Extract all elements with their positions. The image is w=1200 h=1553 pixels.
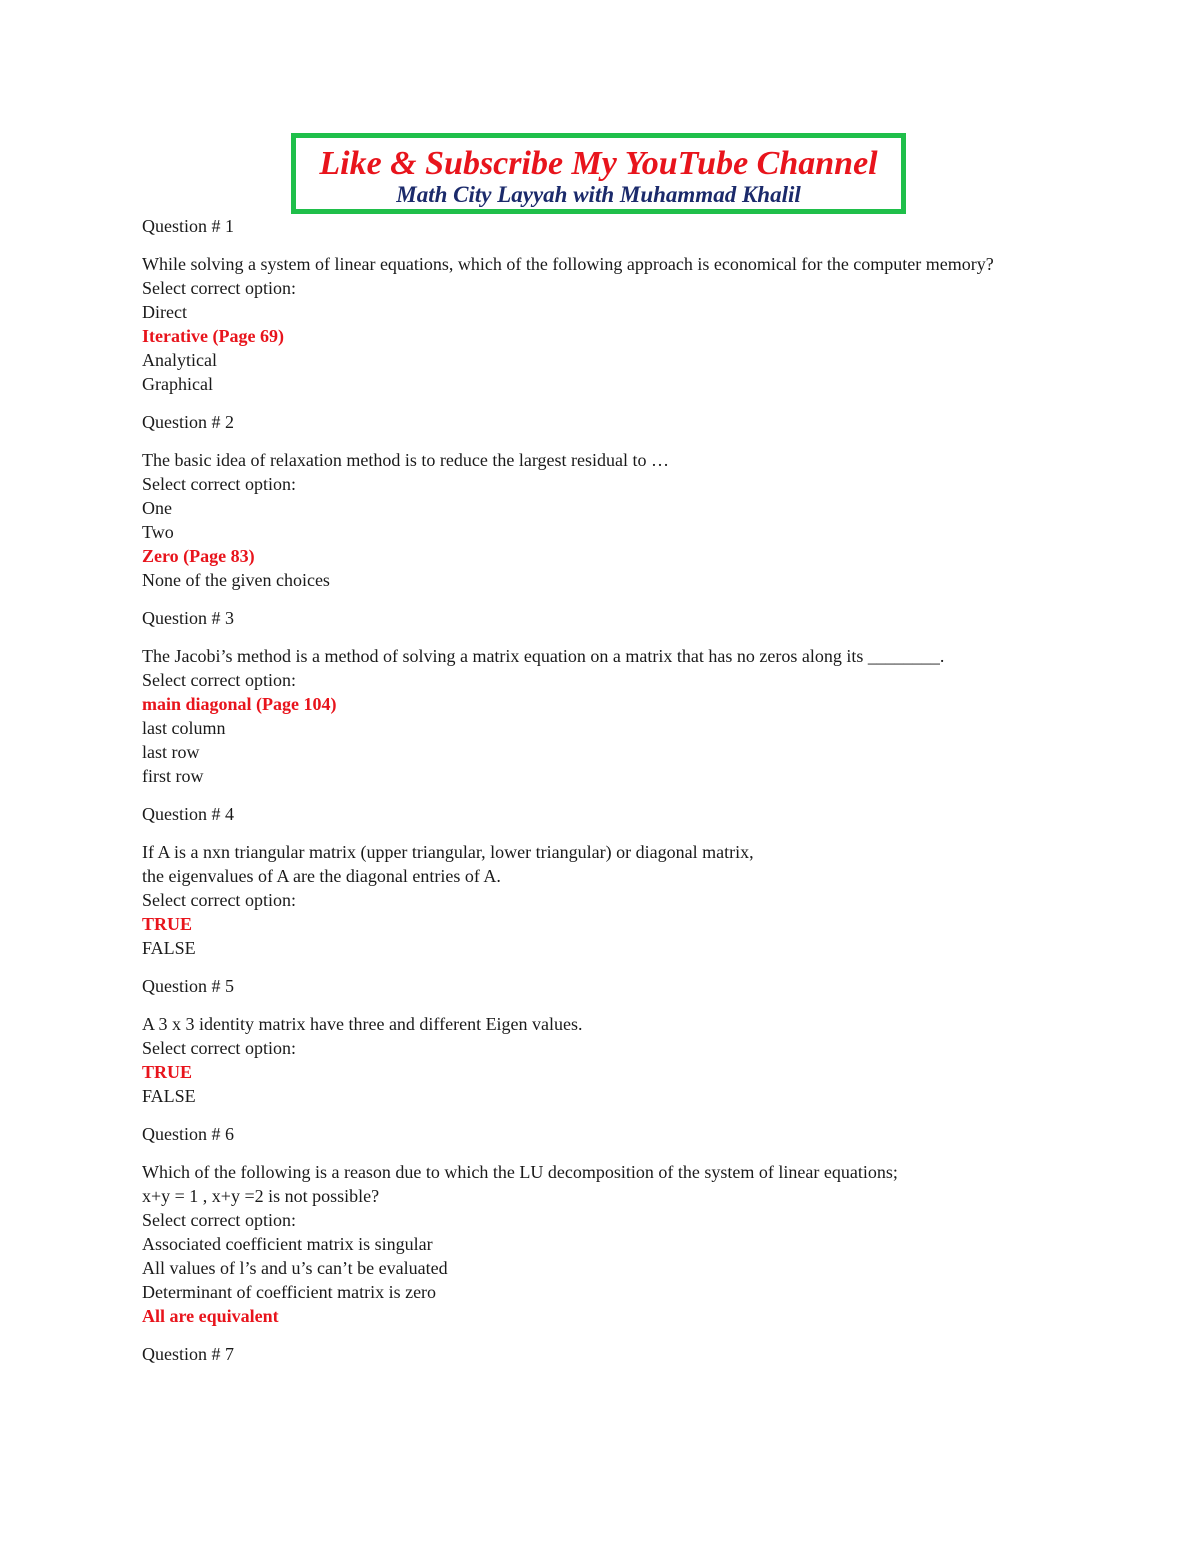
- question-7: [142, 1342, 1062, 1366]
- option: FALSE: [142, 938, 196, 958]
- question-label: Question # 2: [142, 412, 234, 432]
- question-label: Question # 6: [142, 1124, 234, 1144]
- question-1: [142, 214, 1062, 396]
- question-text-line: Which of the following is a reason due to which the LU decomposition of the system of linear equations;: [142, 1162, 898, 1182]
- question-text: The Jacobi’s method is a method of solving a matrix equation on a matrix that has no zeros along its ________.: [142, 646, 945, 666]
- question-label: Question # 5: [142, 976, 234, 996]
- question-label: Question # 4: [142, 804, 234, 824]
- question-4: [142, 802, 1062, 960]
- question-text-line: the eigenvalues of A are the diagonal entries of A.: [142, 866, 501, 886]
- option: first row: [142, 766, 204, 786]
- correct-option: TRUE: [142, 1062, 193, 1082]
- banner-title: Like & Subscribe My YouTube Channel: [319, 145, 878, 182]
- select-prompt: Select correct option:: [142, 890, 296, 910]
- subscribe-banner: [291, 133, 906, 214]
- question-5: [142, 974, 1062, 1108]
- question-3: [142, 606, 1062, 788]
- question-6: [142, 1122, 1062, 1328]
- option: Two: [142, 522, 174, 542]
- option: All values of l’s and u’s can’t be evaluated: [142, 1258, 448, 1278]
- correct-option: All are equivalent: [142, 1306, 279, 1326]
- option: Associated coefficient matrix is singular: [142, 1234, 433, 1254]
- correct-option: Zero (Page 83): [142, 546, 255, 566]
- question-2: [142, 410, 1062, 592]
- question-text-line: x+y = 1 , x+y =2 is not possible?: [142, 1186, 380, 1206]
- select-prompt: Select correct option:: [142, 474, 296, 494]
- option: Determinant of coefficient matrix is zero: [142, 1282, 437, 1302]
- correct-option: TRUE: [142, 914, 193, 934]
- option: last row: [142, 742, 200, 762]
- correct-option: Iterative (Page 69): [142, 326, 284, 346]
- question-text: While solving a system of linear equations, which of the following approach is economical for the computer memory?: [142, 254, 994, 274]
- question-label: Question # 3: [142, 608, 234, 628]
- banner-subtitle: Math City Layyah with Muhammad Khalil: [396, 182, 801, 207]
- option: FALSE: [142, 1086, 196, 1106]
- select-prompt: Select correct option:: [142, 670, 296, 690]
- option: Analytical: [142, 350, 217, 370]
- correct-option: main diagonal (Page 104): [142, 694, 337, 714]
- question-list: [142, 214, 1062, 1380]
- option: Graphical: [142, 374, 213, 394]
- option: One: [142, 498, 172, 518]
- option: last column: [142, 718, 226, 738]
- option: Direct: [142, 302, 187, 322]
- question-text-line: If A is a nxn triangular matrix (upper triangular, lower triangular) or diagonal matrix,: [142, 842, 754, 862]
- select-prompt: Select correct option:: [142, 1210, 296, 1230]
- question-label: Question # 7: [142, 1344, 234, 1364]
- question-text: A 3 x 3 identity matrix have three and different Eigen values.: [142, 1014, 583, 1034]
- option: None of the given choices: [142, 570, 330, 590]
- select-prompt: Select correct option:: [142, 1038, 296, 1058]
- question-text: The basic idea of relaxation method is to reduce the largest residual to …: [142, 450, 669, 470]
- question-label: Question # 1: [142, 216, 234, 236]
- select-prompt: Select correct option:: [142, 278, 296, 298]
